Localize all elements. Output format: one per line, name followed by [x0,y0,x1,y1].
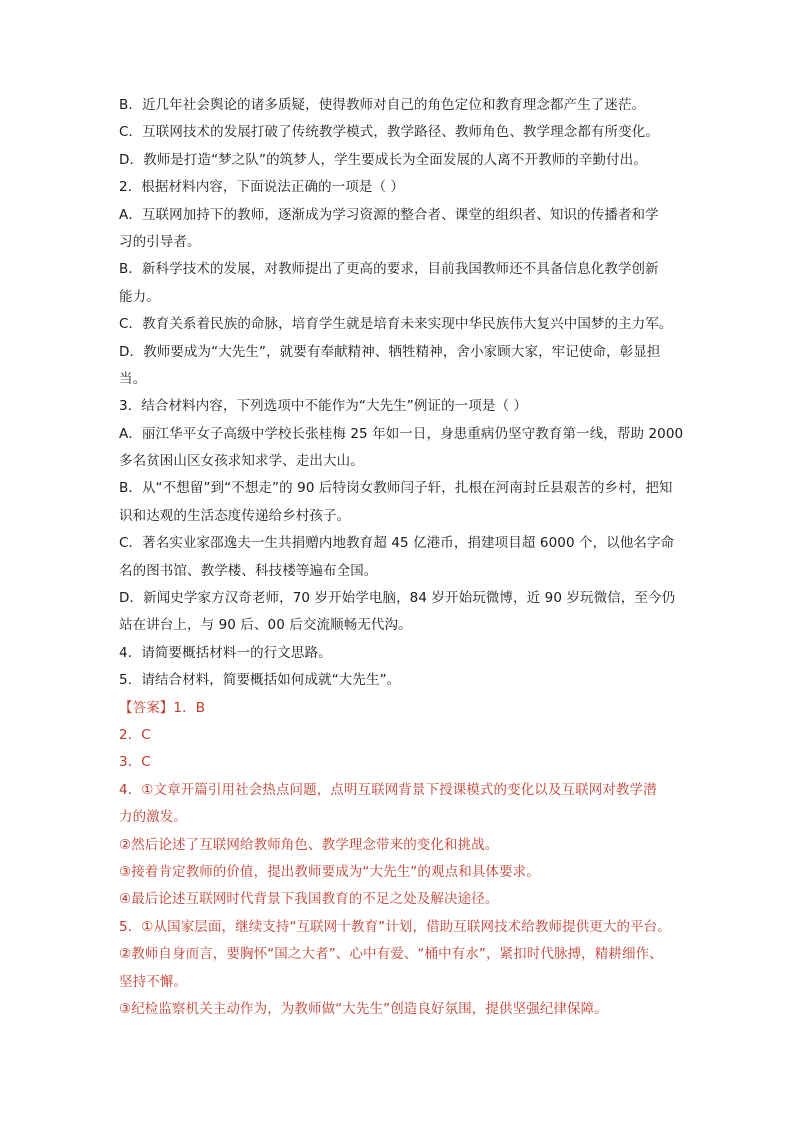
text-line: B．从“不想留”到“不想走”的 90 后特岗女教师闫子轩，扎根在河南封丘县艰苦的乡村，把知 [119,480,673,497]
question-4: 4．请简要概括材料一的行文思路。 [119,644,332,661]
answer-line: 力的激发。 [119,809,187,826]
text-line: B．近几年社会舆论的诸多质疑，使得教师对自己的角色定位和教育理念都产生了迷茫。 [119,97,646,113]
question-2: 2．根据材料内容，下面说法正确的一项是（ ） [119,179,405,196]
text-line: 名的图书馆、教学楼、科技楼等遍布全国。 [119,562,378,579]
text-line: A．丽江华平女子高级中学校长张桂梅 25 年如一日，身患重病仍坚守教育第一线，帮助 2000 [119,425,684,442]
text-line: 当。 [119,370,147,387]
text-line: C．教育关系着民族的命脉，培育学生就是培育未来实现中华民族伟大复兴中国梦的主力军。 [119,316,673,333]
question-3: 3．结合材料内容，下列选项中不能作为“大先生”例证的一项是（ ） [119,398,528,415]
answer-line: ③纪检监察机关主动作为，为教师做“大先生”创造良好氛围，提供坚强纪律保障。 [119,1000,608,1017]
answer-header-line [119,695,689,722]
answer-tag: 【答案】 [119,699,174,716]
text-line: 习的引导者。 [119,233,201,250]
answer-1: 1．B [173,699,206,716]
text-line: D．新闻史学家方汉奇老师，70 岁开始学电脑，84 岁开始玩微博，近 90 岁玩微信，至今仍 [119,590,676,607]
answer-line: 坚持不懈。 [119,973,187,990]
document-body [119,92,689,1023]
answer-line: ③接着肯定教师的价值，提出教师要成为“大先生”的观点和具体要求。 [119,863,540,880]
answer-line: ②教师自身而言，要胸怀“国之大者”、心中有爱、“桶中有水”，紧扣时代脉搏，精耕细作、 [119,946,663,963]
text-line: 站在讲台上，与 90 后、00 后交流顺畅无代沟。 [119,617,412,634]
answer-line: ④最后论述互联网时代背景下我国教育的不足之处及解决途径。 [119,891,499,908]
answer-2: 2．C [119,726,151,743]
text-line: 多名贫困山区女孩求知求学、走出大山。 [119,453,364,470]
text-line: C．著名实业家邵逸夫一生共捐赠内地教育超 45 亿港币，捐建项目超 6000 个，以他名字命 [119,535,675,552]
text-line: 能力。 [119,288,160,305]
question-5: 5．请结合材料，简要概括如何成就“大先生”。 [119,672,401,689]
text-line: D．教师是打造“梦之队”的筑梦人，学生要成长为全面发展的人离不开教师的辛勤付出。 [119,151,647,168]
text-line: A．互联网加持下的教师，逐渐成为学习资源的整合者、课堂的组织者、知识的传播者和学 [119,206,659,223]
text-line: B．新科学技术的发展，对教师提出了更高的要求，目前我国教师还不具备信息化教学创新 [119,261,659,278]
text-line: D．教师要成为“大先生”，就要有奉献精神、牺牲精神，舍小家顾大家，牢记使命，彰显担 [119,343,661,360]
answer-line: 5．①从国家层面，继续支持“互联网十教育”计划，借助互联网技术给教师提供更大的平台。 [119,918,671,935]
answer-line: 4．①文章开篇引用社会热点问题，点明互联网背景下授课模式的变化以及互联网对教学潜 [119,781,657,798]
answer-3: 3．C [119,754,151,771]
answer-line: ②然后论述了互联网给教师角色、教学理念带来的变化和挑战。 [119,836,499,853]
text-line: 识和达观的生活态度传递给乡村孩子。 [119,507,351,524]
text-line: C．互联网技术的发展打破了传统教学模式，教学路径、教师角色、教学理念都有所变化。 [119,124,659,141]
